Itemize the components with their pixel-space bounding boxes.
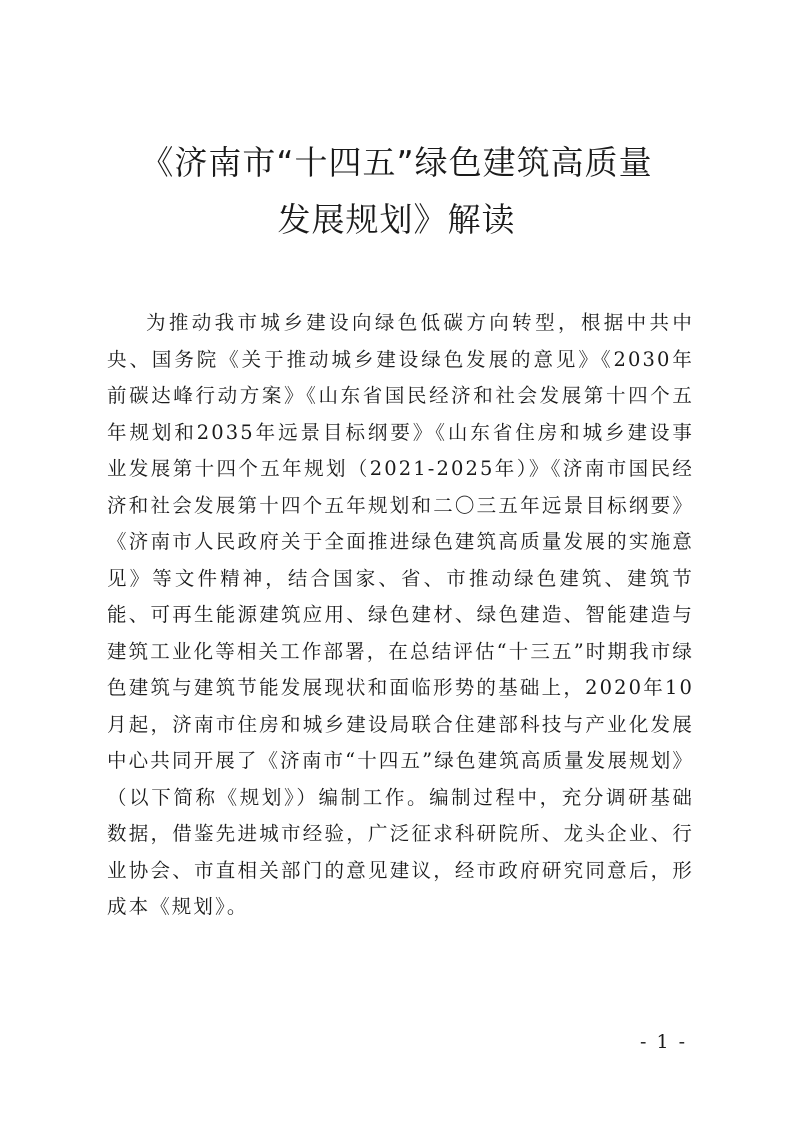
body-paragraph: 为推动我市城乡建设向绿色低碳方向转型，根据中共中央、国务院《关于推动城乡建设绿色发展的意见》《2030年前碳达峰行动方案》《山东省国民经济和社会发展第十四个五年规划和2035年远景目标纲要》《山东省住房和城乡建设事业发展第十四个五年规划（2021-2025年）》《济南市国民经济和社会发展第十四个五年规划和二〇三五年远景目标纲要》《济南市人民政府关于全面推进绿色建筑高质量发展的实施意见》等文件精神，结合国家、省、市推动绿色建筑、建筑节能、可再生能源建筑应用、绿色建材、绿色建造、智能建造与建筑工业化等相关工作部署，在总结评估“十三五”时期我市绿色建筑与建筑节能发展现状和面临形势的基础上，2020年10月起，济南市住房和城乡建设局联合住建部科技与产业化发展中心共同开展了《济南市“十四五”绿色建筑高质量发展规划》（以下简称《规划》）编制工作。编制过程中，充分调研基础数据，借鉴先进城市经验，广泛征求科研院所、龙头企业、行业协会、市直相关部门的意见建议，经市政府研究同意后，形成本《规划》。: [107, 311, 694, 918]
document-title-line-2: 发展规划》解读: [277, 200, 516, 239]
page-number: - 1 -: [640, 1031, 688, 1053]
document-title-line-1: 《济南市“十四五”绿色建筑高质量: [140, 143, 653, 182]
